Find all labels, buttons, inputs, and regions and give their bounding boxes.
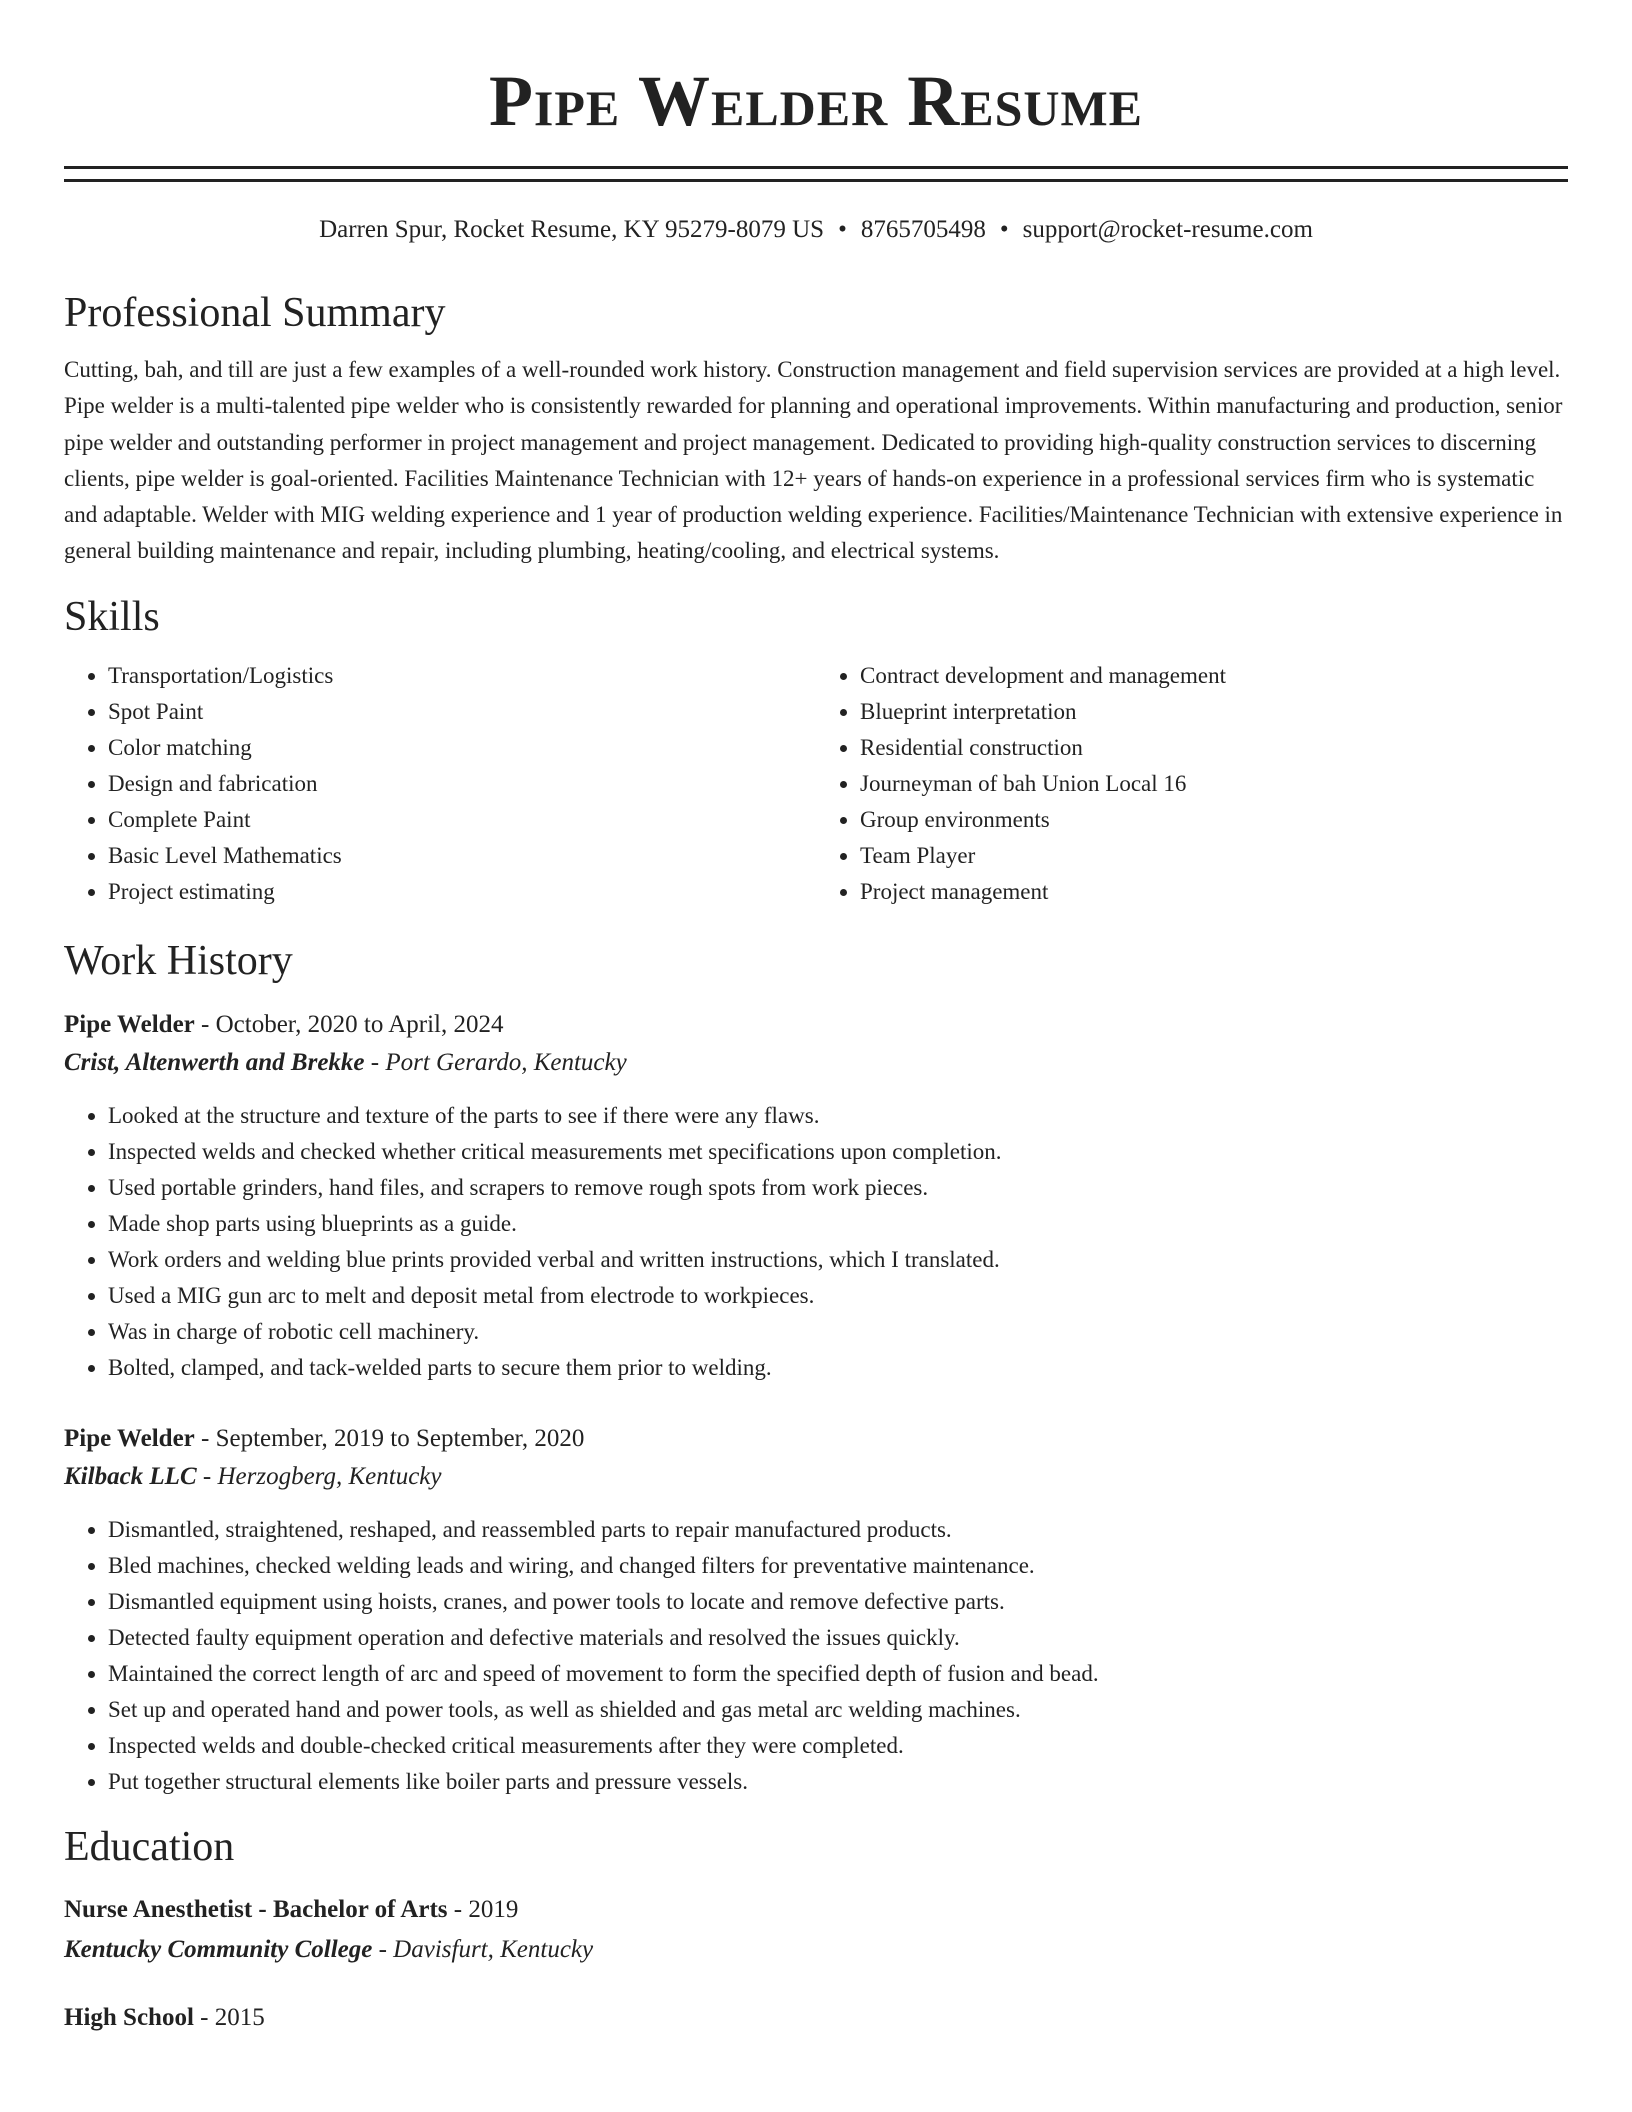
education-year: 2019 [468, 1895, 519, 1923]
work-history-heading: Work History [64, 937, 293, 984]
company-name: Kilback LLC [64, 1462, 197, 1490]
skill-item: • Project management [860, 874, 1568, 910]
bullet-separator: • [838, 216, 847, 243]
job-duty: • Looked at the structure and texture of the parts to see if there were any flaws. [108, 1098, 1568, 1134]
skill-item: • Journeyman of bah Union Local 16 [860, 766, 1568, 802]
education-location: Davisfurt, Kentucky [393, 1935, 594, 1963]
job-duty: • Inspected welds and double-checked critical measurements after they were completed. [108, 1728, 1568, 1764]
job-duty: • Maintained the correct length of arc and speed of movement to form the specified depth of fusion and bead. [108, 1656, 1568, 1692]
job-company-line [64, 1044, 1568, 1082]
education-degree: High School [64, 2003, 194, 2031]
skills-heading: Skills [64, 593, 160, 640]
education-entry [64, 1890, 1568, 1970]
job-duty: • Dismantled, straightened, reshaped, and reassembled parts to repair manufactured products. [108, 1512, 1568, 1548]
dash-separator: - [447, 1895, 469, 1923]
title-double-rule [64, 166, 1568, 182]
job-duty: • Used portable grinders, hand files, and scrapers to remove rough spots from work pieces. [108, 1170, 1568, 1206]
dash-separator: - [194, 1424, 216, 1452]
job-dates: September, 2019 to September, 2020 [215, 1424, 585, 1452]
company-location: Herzogberg, Kentucky [217, 1462, 442, 1490]
job-entry [64, 1420, 1568, 1800]
skill-item: • Color matching [108, 730, 816, 766]
skills-list-left [64, 658, 816, 910]
job-duty: • Inspected welds and checked whether critical measurements met specifications upon completion. [108, 1134, 1568, 1170]
contact-phone: 8765705498 [860, 216, 986, 243]
skill-item: • Design and fabrication [108, 766, 816, 802]
job-title-line [64, 1006, 1568, 1044]
summary-heading: Professional Summary [64, 290, 446, 336]
skill-item: • Spot Paint [108, 694, 816, 730]
skill-item: • Contract development and management [860, 658, 1568, 694]
skills-list-right [816, 658, 1568, 910]
job-duty: • Put together structural elements like boiler parts and pressure vessels. [108, 1764, 1568, 1800]
dash-separator: - [372, 1935, 394, 1963]
job-title-line [64, 1420, 1568, 1458]
job-company-line [64, 1458, 1568, 1496]
job-title: Pipe Welder [64, 1424, 195, 1452]
job-duty: • Detected faulty equipment operation and defective materials and resolved the issues quickly. [108, 1620, 1568, 1656]
contact-email: support@rocket-resume.com [1022, 216, 1313, 243]
education-degree-line [64, 1890, 1568, 1930]
education-heading: Education [64, 1823, 235, 1870]
education-degree: Nurse Anesthetist - Bachelor of Arts [64, 1895, 448, 1923]
job-duty: • Set up and operated hand and power tools, as well as shielded and gas metal arc welding machines. [108, 1692, 1568, 1728]
job-duty: • Used a MIG gun arc to melt and deposit metal from electrode to workpieces. [108, 1278, 1568, 1314]
contact-address: Darren Spur, Rocket Resume, KY 95279-8079 US [319, 216, 825, 243]
skill-item: • Project estimating [108, 874, 816, 910]
dash-separator: - [194, 1010, 216, 1038]
job-dates: October, 2020 to April, 2024 [215, 1010, 504, 1038]
company-name: Crist, Altenwerth and Brekke [64, 1048, 365, 1076]
job-title: Pipe Welder [64, 1010, 195, 1038]
job-duties-list [64, 1098, 1568, 1386]
job-duty: • Made shop parts using blueprints as a guide. [108, 1206, 1568, 1242]
skill-item: • Group environments [860, 802, 1568, 838]
contact-line [64, 212, 1568, 248]
education-school: Kentucky Community College [64, 1935, 373, 1963]
dash-separator: - [196, 1462, 218, 1490]
job-duty: • Dismantled equipment using hoists, cranes, and power tools to locate and remove defective parts. [108, 1584, 1568, 1620]
skill-item: • Team Player [860, 838, 1568, 874]
education-year: 2015 [214, 2003, 265, 2031]
summary-text: Cutting, bah, and till are just a few examples of a well-rounded work history. Construction management and field supervision services are provided at a high level. Pipe welder is a multi-talented pipe welder who is consistently rewarded for planning and operational improvements. Within manufacturing and production, senior pipe welder and outstanding performer in project management and project management. Dedicated to providing high-quality construction services to discerning clients, pipe welder is goal-oriented. Facilities Maintenance Technician with 12+ years of hands-on experience in a professional services firm who is systematic and adaptable. Welder with MIG welding experience and 1 year of production welding experience. Facilities/Maintenance Technician with extensive experience in general building maintenance and repair, including plumbing, heating/cooling, and electrical systems. [64, 357, 1563, 564]
dash-separator: - [193, 2003, 215, 2031]
job-duty: • Bolted, clamped, and tack-welded parts to secure them prior to welding. [108, 1350, 1568, 1386]
skill-item: • Basic Level Mathematics [108, 838, 816, 874]
job-duties-list [64, 1512, 1568, 1800]
bullet-separator: • [999, 216, 1009, 243]
education-entry [64, 1998, 1568, 2038]
company-location: Port Gerardo, Kentucky [385, 1048, 627, 1076]
job-duty: • Was in charge of robotic cell machinery. [108, 1314, 1568, 1350]
job-duty: • Bled machines, checked welding leads and wiring, and changed filters for preventative maintenance. [108, 1548, 1568, 1584]
job-entry [64, 1006, 1568, 1386]
education-degree-line [64, 1998, 1568, 2038]
skills-columns [64, 658, 1568, 910]
skill-item: • Blueprint interpretation [860, 694, 1568, 730]
resume-title: Pipe Welder Resume [488, 61, 1144, 141]
skill-item: • Complete Paint [108, 802, 816, 838]
skill-item: • Residential construction [860, 730, 1568, 766]
education-school-line [64, 1930, 1568, 1970]
job-duty: • Work orders and welding blue prints provided verbal and written instructions, which I translated. [108, 1242, 1568, 1278]
skill-item: • Transportation/Logistics [108, 658, 816, 694]
dash-separator: - [364, 1048, 386, 1076]
